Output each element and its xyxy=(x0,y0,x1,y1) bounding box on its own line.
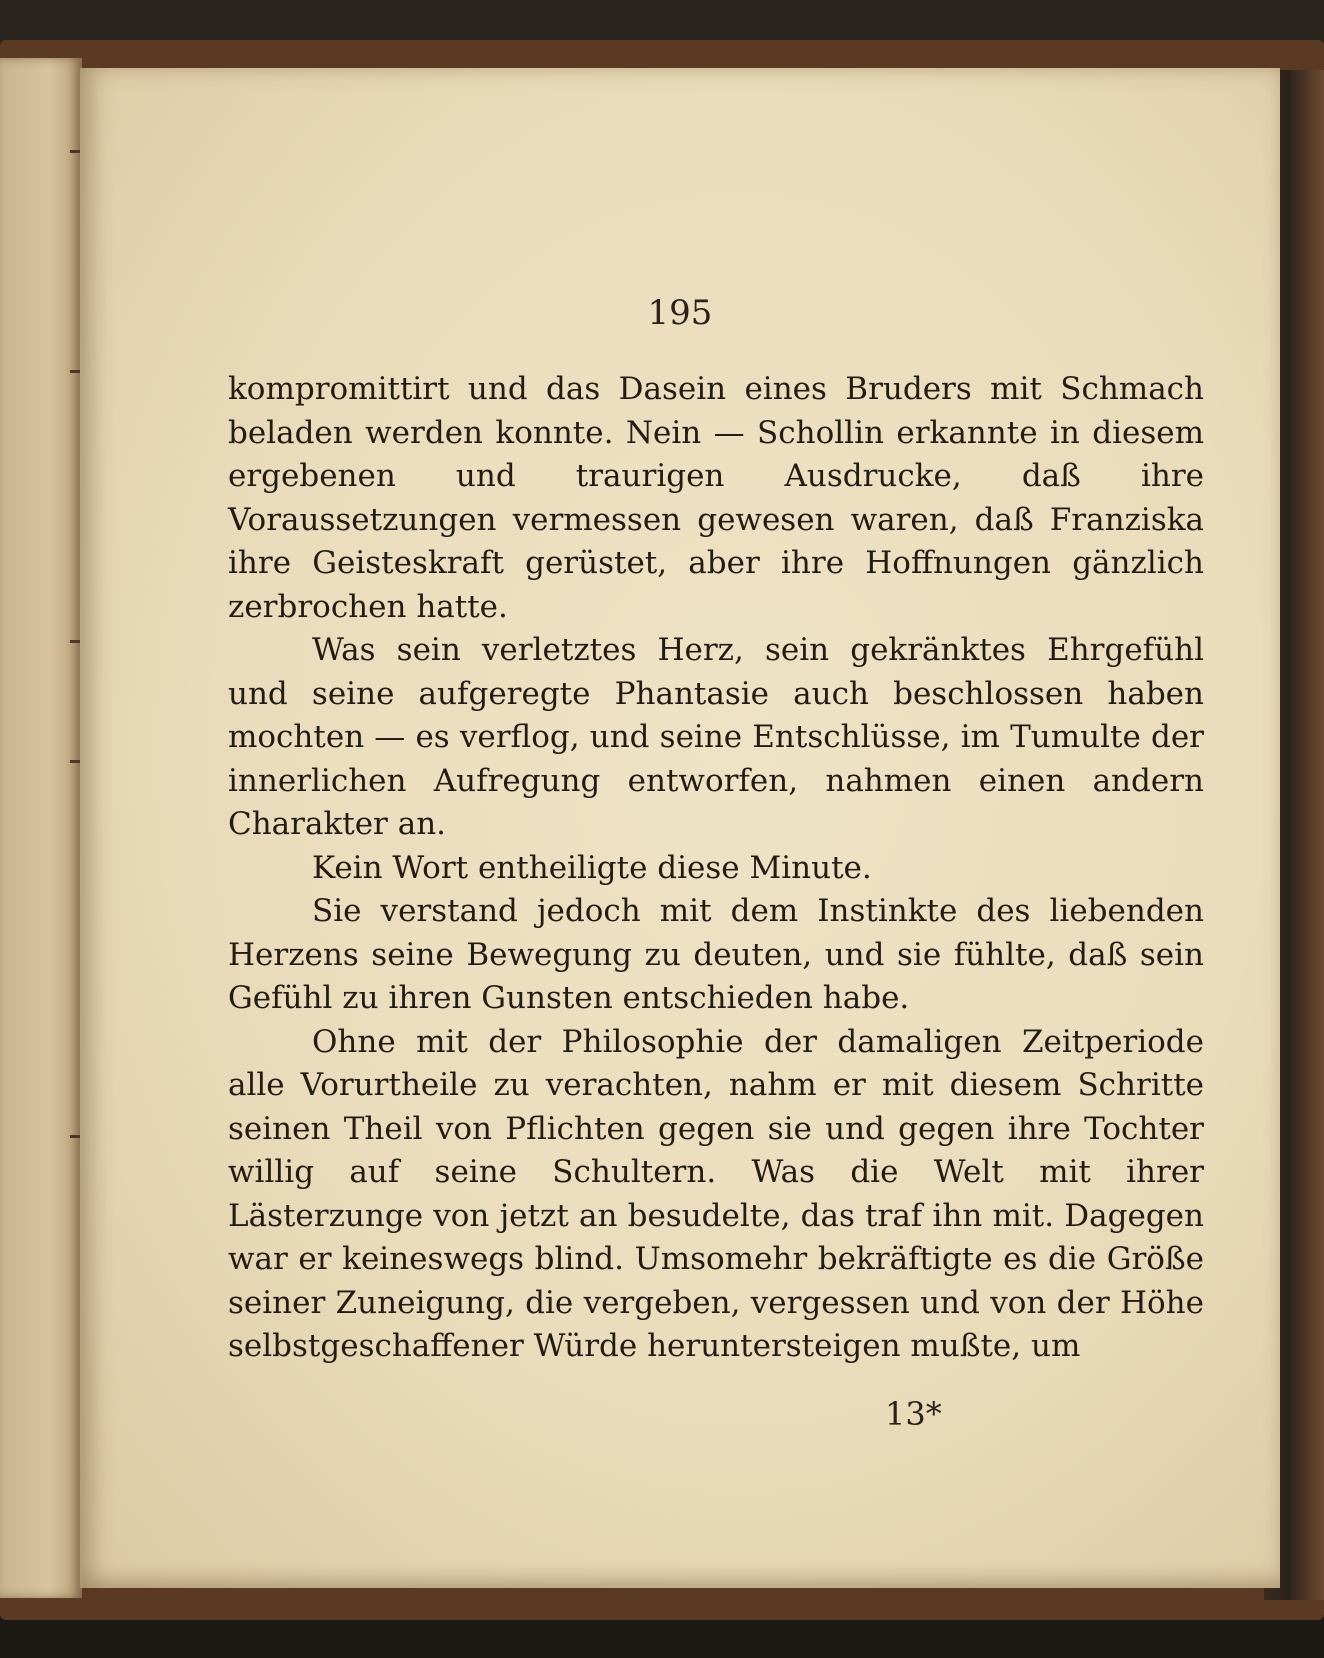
paragraph: Was sein verletztes Herz, sein gekränktes Ehrgefühl und seine aufgeregte Phantasie auch beschlossen haben mochten — es verflog, und seine Entschlüsse, im Tumulte der innerlichen Aufregung entworfen, nahmen einen andern Charakter an. xyxy=(228,632,1204,842)
paragraph: Kein Wort entheiligte diese Minute. xyxy=(312,849,872,886)
page-number: 195 xyxy=(647,293,713,333)
book-page xyxy=(80,68,1280,1588)
paragraph: Ohne mit der Philosophie der damaligen Zeitperiode alle Vorurtheile zu verachten, nahm er mit diesem Schritte seinen Theil von Pflichten gegen sie und gegen ihre Tochter willig auf seine Schultern. Was die Welt mit ihrer Lästerzunge von jetzt an besudelte, das traf ihn mit. Dagegen war er keineswegs blind. Umsomehr bekräftigte es die Größe seiner Zuneigung, die vergeben, vergessen und von der Höhe selbstgeschaffener Würde heruntersteigen mußte, um xyxy=(228,1023,1204,1364)
printer-signature: 13* xyxy=(885,1395,942,1433)
body-text xyxy=(228,368,1204,1369)
paragraph: Sie verstand jedoch mit dem Instinkte des liebenden Herzens seine Bewegung zu deuten, und sie fühlte, daß sein Gefühl zu ihren Gunsten entschieden habe. xyxy=(228,893,1204,1016)
left-page-edge xyxy=(0,58,82,1598)
paragraph: kompromittirt und das Dasein eines Bruders mit Schmach beladen werden konnte. Nein — Schollin erkannte in diesem ergebenen und traurigen Ausdrucke, daß ihre Voraussetzungen vermessen gewesen waren, daß Franziska ihre Geisteskraft gerüstet, aber ihre Hoffnungen gänzlich zerbrochen hatte. xyxy=(228,371,1204,625)
